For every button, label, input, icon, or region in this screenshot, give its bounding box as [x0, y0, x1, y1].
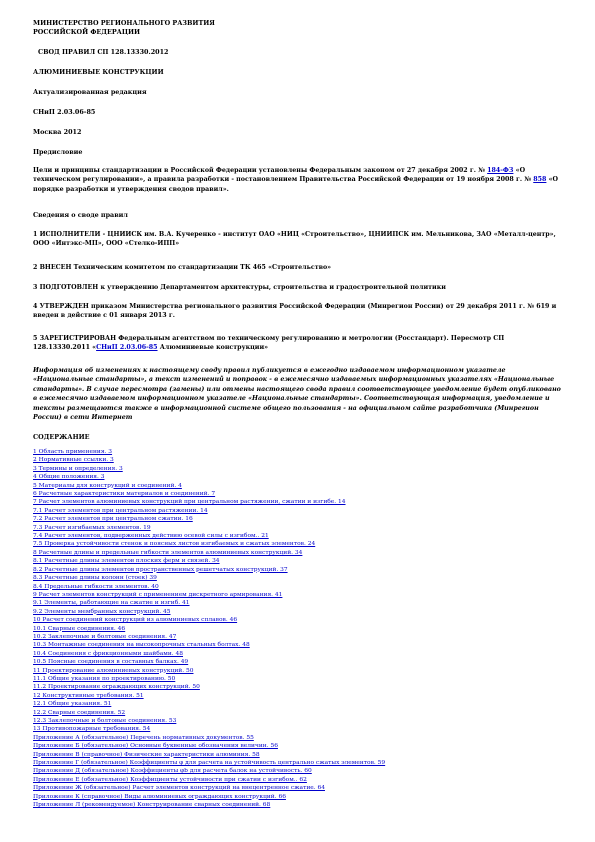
toc-link[interactable]: 10.3 Монтажные соединения на высокопрочных стальных болтах. 48 — [33, 642, 250, 649]
toc-item — [33, 540, 433, 548]
toc-item — [33, 658, 433, 666]
toc-link[interactable]: 5 Материалы для конструкций и соединений. 4 — [33, 482, 182, 489]
toc-link[interactable]: 8.4 Предельные гибкости элементов. 40 — [33, 583, 159, 590]
toc-link[interactable]: Приложение К (справочное) Виды алюминиевых ограждающих конструкций. 66 — [33, 793, 286, 800]
document-title: АЛЮМИНИЕВЫЕ КОНСТРУКЦИИ — [33, 68, 164, 76]
intro-text-3: «О порядке разработки и утверждения сводов правил». — [33, 176, 559, 193]
toc-item — [33, 532, 433, 540]
toc-link[interactable]: 11.1 Общие указания по проектированию. 50 — [33, 675, 176, 682]
toc-link[interactable]: Приложение Л (рекомендуемое) Конструирование сварных соединений. 68 — [33, 802, 271, 809]
toc-item — [33, 767, 433, 775]
info-item-3: 3 ПОДГОТОВЛЕН к утверждению Департаментом архитектуры, строительства и градостроительной политики — [33, 284, 446, 291]
toc-item — [33, 591, 433, 599]
toc-item — [33, 633, 433, 641]
toc-item — [33, 776, 433, 784]
toc-link[interactable]: 12.2 Сварные соединения. 52 — [33, 709, 126, 716]
toc-link[interactable]: 7.5 Проверка устойчивости стенок и поясных листов изгибаемых и сжатых элементов. 24 — [33, 541, 316, 548]
toc-link[interactable]: 7.3 Расчет изгибаемых элементов. 19 — [33, 524, 151, 531]
toc-item — [33, 599, 433, 607]
toc-item — [33, 759, 433, 767]
toc-link[interactable]: 8.3 Расчетные длины колонн (стоек) 39 — [33, 575, 157, 582]
toc-link[interactable]: Приложение В (справочное) Физические характеристики алюминия. 58 — [33, 751, 260, 758]
toc-link[interactable]: 8 Расчетные длины и предельные гибкости элементов алюминиевых конструкций. 34 — [33, 549, 303, 556]
toc-link[interactable]: 7 Расчет элементов алюминиевых конструкций при центральном растяжении, сжатии и изгибе. 14 — [33, 499, 346, 506]
toc-link[interactable]: 1 Область применения. 3 — [33, 449, 113, 455]
toc-item — [33, 801, 433, 809]
toc-item — [33, 515, 433, 523]
toc-link[interactable]: 7.4 Расчет элементов, подверженных действию осевой силы с изгибом.. 21 — [33, 533, 269, 540]
edition-label: Актуализированная редакция — [33, 88, 147, 96]
toc-item — [33, 784, 433, 792]
toc-link[interactable]: 10 Расчет соединений конструкций из алюминиевых сплавов. 46 — [33, 617, 238, 624]
toc-link[interactable]: 11 Проектирование алюминиевых конструкций. 50 — [33, 667, 194, 674]
toc-link[interactable]: Приложение Е (обязательное) Коэффициенты устойчивости при сжатии с изгибом.. 62 — [33, 776, 307, 783]
toc-link[interactable]: Приложение Б (обязательное) Основные буквенные обозначения величин. 56 — [33, 743, 278, 750]
toc-item — [33, 490, 433, 498]
toc-item — [33, 641, 433, 649]
notice-paragraph: Информация об изменениях к настоящему своду правил публикуется в ежегодно издаваемом информационном указателе «Национальные стандарты», а текст изменений и поправок - в ежемесячно издаваемых информационных указателях «Национальные стандарты». В случае пересмотра (замены) или отмены настоящего свода правил соответствующее уведомление будет опубликовано в ежемесячно издаваемом информационном указателе «Национальные стандарты». Соответствующая информация, уведомление и тексты размещаются также в информационной системе общего пользования - на официальном сайте разработчика (Минрегион России) в сети Интернет — [33, 367, 561, 422]
toc-item — [33, 473, 433, 481]
city-year: Москва 2012 — [33, 128, 82, 136]
toc-item — [33, 448, 433, 456]
intro-text-1: Цели и принципы стандартизации в Российской Федерации установлены Федеральным законом от 27 декабря 2002 г. № — [33, 167, 488, 174]
ministry-line-2: РОССИЙСКОЙ ФЕДЕРАЦИИ — [33, 28, 141, 36]
toc-link[interactable]: 2 Нормативные ссылки. 3 — [33, 457, 114, 464]
toc-link[interactable]: 9.2 Элементы мембранных конструкций. 45 — [33, 608, 171, 615]
toc-link[interactable]: Приложение А (обязательное) Перечень нормативных документов. 55 — [33, 734, 254, 741]
toc-link[interactable]: 9.1 Элементы, работающие на сжатие и изгиб. 41 — [33, 600, 190, 607]
toc-item — [33, 692, 433, 700]
resolution-858-link[interactable]: 858 — [533, 176, 547, 184]
document-code: СВОД ПРАВИЛ СП 128.13330.2012 — [38, 48, 169, 56]
ministry-line-1: МИНИСТЕРСТВО РЕГИОНАЛЬНОГО РАЗВИТИЯ — [33, 19, 215, 27]
snip-label: СНиП 2.03.06-85 — [33, 108, 96, 116]
toc-link[interactable]: 7.2 Расчет элементов при центральном сжатии. 16 — [33, 516, 193, 523]
toc-link[interactable]: 10.1 Сварные соединения. 46 — [33, 625, 126, 632]
toc-item — [33, 498, 433, 506]
info-item-2: 2 ВНЕСЕН Техническим комитетом по стандартизации ТК 465 «Строительство» — [33, 264, 332, 271]
intro-text-2: «О техническом регулировании», а правила разработки - постановлением Правительства Российской Федерации от 19 ноября 2008 г. № — [33, 167, 534, 184]
toc-link[interactable]: 12 Конструктивные требования. 51 — [33, 692, 144, 699]
preface-heading: Предисловие — [33, 148, 83, 156]
toc-link[interactable]: Приложение Г (обязательное) Коэффициенты φ для расчета на устойчивость центрально сжатых элементов. 59 — [33, 760, 386, 767]
toc-item — [33, 675, 433, 683]
toc-link[interactable]: 10.2 Заклепочные и болтовые соединения. 47 — [33, 633, 177, 640]
item5-text-2: Алюминиевые конструкции» — [157, 344, 269, 352]
snip-link[interactable]: СНиП 2.03.06-85 — [96, 344, 158, 352]
toc-link[interactable]: Приложение Д (обязательное) Коэффициенты φb для расчета балок на устойчивость. 60 — [33, 768, 312, 775]
info-heading: Сведения о своде правил — [33, 211, 128, 219]
toc-link[interactable]: 8.1 Расчетные длины элементов плоских ферм и связей. 34 — [33, 558, 220, 565]
toc-item — [33, 456, 433, 464]
toc-item — [33, 650, 433, 658]
info-item-5 — [33, 334, 563, 353]
info-item-4: 4 УТВЕРЖДЕН приказом Министерства регионального развития Российской Федерации (Минрегион России) от 29 декабря 2011 г. № 619 и введен в действие с 01 января 2013 г. — [33, 303, 557, 320]
toc-item — [33, 683, 433, 691]
toc-item — [33, 793, 433, 801]
toc-item — [33, 751, 433, 759]
toc-item — [33, 482, 433, 490]
law-184-link[interactable]: 184-ФЗ — [487, 167, 514, 174]
toc-item — [33, 625, 433, 633]
toc-item — [33, 717, 433, 725]
toc-item — [33, 709, 433, 717]
item5-text-1: 5 ЗАРЕГИСТРИРОВАН Федеральным агентством по техническому регулированию и метрологии (Росстандарт). Пересмотр СП 128.13330.2011 « — [33, 335, 505, 352]
toc-link[interactable]: 6 Расчетные характеристики материалов и соединений. 7 — [33, 491, 216, 498]
toc-item — [33, 566, 433, 574]
toc-heading: СОДЕРЖАНИЕ — [33, 433, 90, 441]
toc-item — [33, 549, 433, 557]
toc-item — [33, 465, 433, 473]
toc-item — [33, 667, 433, 675]
toc-item — [33, 524, 433, 532]
toc-item — [33, 734, 433, 742]
toc-link[interactable]: 10.5 Поясные соединения в составных балках. 49 — [33, 659, 189, 666]
toc-link[interactable]: 13 Противопожарные требования. 54 — [33, 726, 151, 733]
toc-item — [33, 742, 433, 750]
toc-link[interactable]: 9 Расчет элементов конструкций с применением дискретного армирования. 41 — [33, 591, 283, 598]
toc-link[interactable]: 11.2 Проектирование ограждающих конструкций. 50 — [33, 684, 200, 691]
toc-item — [33, 557, 433, 565]
toc-item — [33, 700, 433, 708]
toc-link[interactable]: 12.1 Общие указания. 51 — [33, 701, 112, 708]
toc-link[interactable]: 3 Термины и определения. 3 — [33, 465, 123, 472]
preface-intro — [33, 166, 563, 194]
toc-item — [33, 583, 433, 591]
toc-item — [33, 725, 433, 733]
toc-item — [33, 507, 433, 515]
toc-link[interactable]: 8.2 Расчетные длины элементов пространственных решетчатых конструкций. 37 — [33, 566, 288, 573]
toc-link[interactable]: 7.1 Расчет элементов при центральном растяжении. 14 — [33, 507, 208, 514]
toc-link[interactable]: Приложение Ж (обязательное) Расчет элементов конструкций на внецентренное сжатие. 64 — [33, 785, 325, 792]
toc-link[interactable]: 12.3 Заклепочные и болтовые соединения. 53 — [33, 718, 177, 724]
table-of-contents — [33, 448, 433, 809]
toc-link[interactable]: 10.4 Соединения с фрикционными шайбами. 48 — [33, 650, 183, 657]
toc-item — [33, 616, 433, 624]
info-item-1: 1 ИСПОЛНИТЕЛИ - ЦНИИСК им. В.А. Кучеренко - институт ОАО «НИЦ «Строительство», ЦНИИПСК им. Мельникова, ЗАО «Металл-центр», ООО «Интэкс-МП», ООО «Стелко-ИПП» — [33, 231, 556, 248]
toc-item — [33, 608, 433, 616]
toc-link[interactable]: 4 Общие положения. 3 — [33, 474, 105, 481]
toc-item — [33, 574, 433, 582]
